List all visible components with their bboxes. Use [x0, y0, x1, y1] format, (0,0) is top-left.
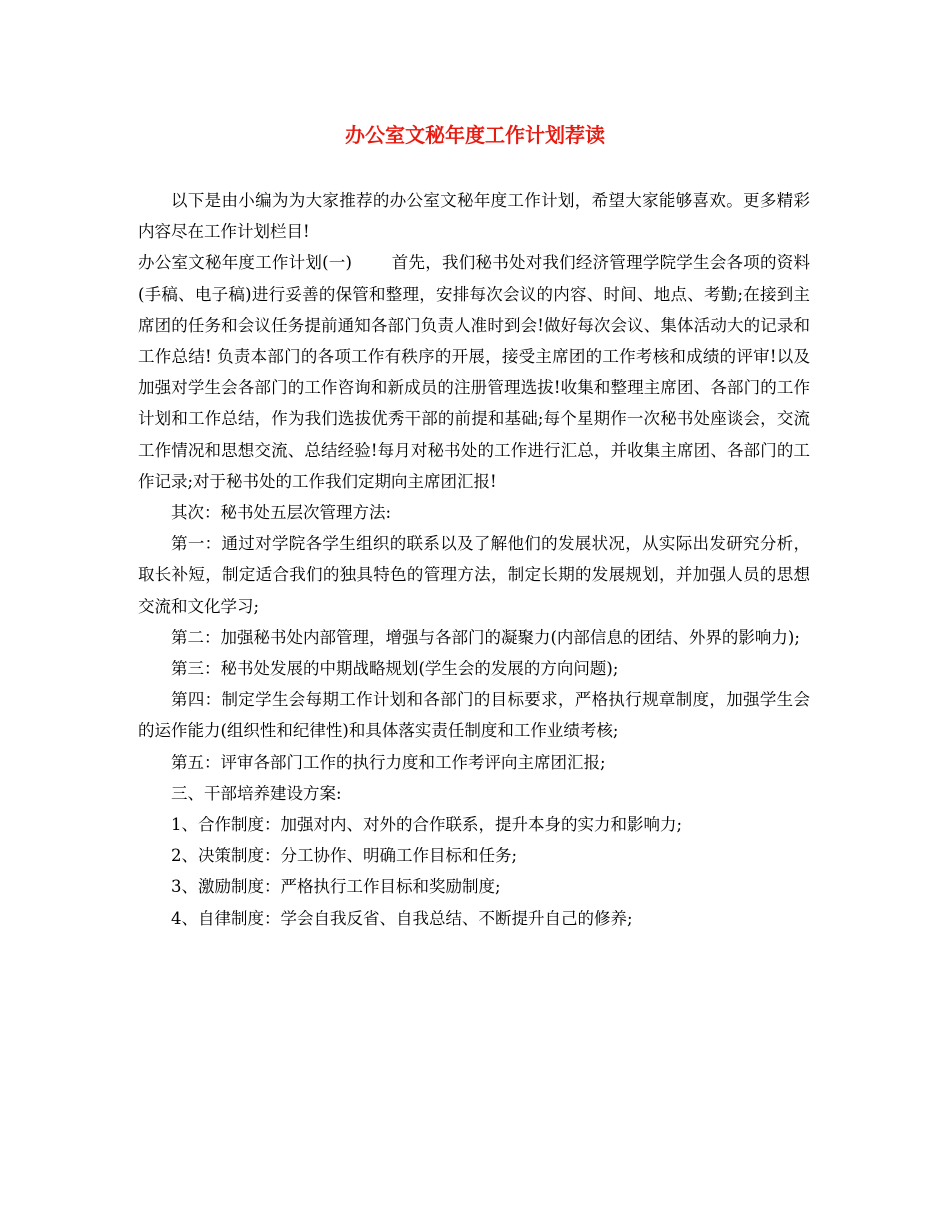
- paragraph-level-5: 第五：评审各部门工作的执行力度和工作考评向主席团汇报;: [171, 752, 606, 772]
- paragraph-level-3: 第三：秘书处发展的中期战略规划(学生会的发展的方向问题);: [171, 659, 619, 679]
- paragraph-level-1: 第一：通过对学院各学生组织的联系以及了解他们的发展状况，从实际出发研究分析，取长补短，制定适合我们的独具特色的管理方法，制定长期的发展规划，并加强人员的思想交流和文化学习;: [138, 534, 810, 616]
- document-body: [138, 185, 810, 934]
- paragraph-level-2: 第二：加强秘书处内部管理，增强与各部门的凝聚力(内部信息的团结、外界的影响力);: [171, 627, 800, 647]
- list-item-self-discipline: 4、自律制度：学会自我反省、自我总结、不断提升自己的修养;: [171, 908, 633, 928]
- section-heading-3: 三、干部培养建设方案:: [171, 783, 342, 803]
- list-item-decision: 2、决策制度：分工协作、明确工作目标和任务;: [171, 846, 518, 866]
- plan-heading: 办公室文秘年度工作计划(一): [138, 253, 352, 273]
- paragraph-second: 其次：秘书处五层次管理方法:: [171, 503, 392, 523]
- paragraph-level-4: 第四：制定学生会每期工作计划和各部门的目标要求，严格执行规章制度，加强学生会的运作能力(组织性和纪律性)和具体落实责任制度和工作业绩考核;: [138, 690, 810, 741]
- document-title: 办公室文秘年度工作计划荐读: [345, 123, 605, 147]
- plan-first-text: 首先，我们秘书处对我们经济管理学院学生会各项的资料(手稿、电子稿)进行妥善的保管和整理，安排每次会议的内容、时间、地点、考勤;在接到主席团的任务和会议任务提前通知各部门负责人准时到会!做好每次会议、集体活动大的记录和工作总结! 负责本部门的各项工作有秩序的开展，接受主席团的工作考核和成绩的评审!以及加强对学生会各部门的工作咨询和新成员的注册管理选拔!收集和整理主席团、各部门的工作计划和工作总结，作为我们选拔优秀干部的前提和基础;每个星期作一次秘书处座谈会，交流工作情况和思想交流、总结经验!每月对秘书处的工作进行汇总，并收集主席团、各部门的工作记录;对于秘书处的工作我们定期向主席团汇报!: [138, 253, 811, 491]
- list-item-cooperation: 1、合作制度：加强对内、对外的合作联系，提升本身的实力和影响力;: [171, 815, 683, 835]
- intro-paragraph: 以下是由小编为为大家推荐的办公室文秘年度工作计划，希望大家能够喜欢。更多精彩内容尽在工作计划栏目!: [138, 191, 810, 242]
- plan-paragraph: [138, 247, 810, 497]
- list-item-incentive: 3、激励制度：严格执行工作目标和奖励制度;: [171, 877, 501, 897]
